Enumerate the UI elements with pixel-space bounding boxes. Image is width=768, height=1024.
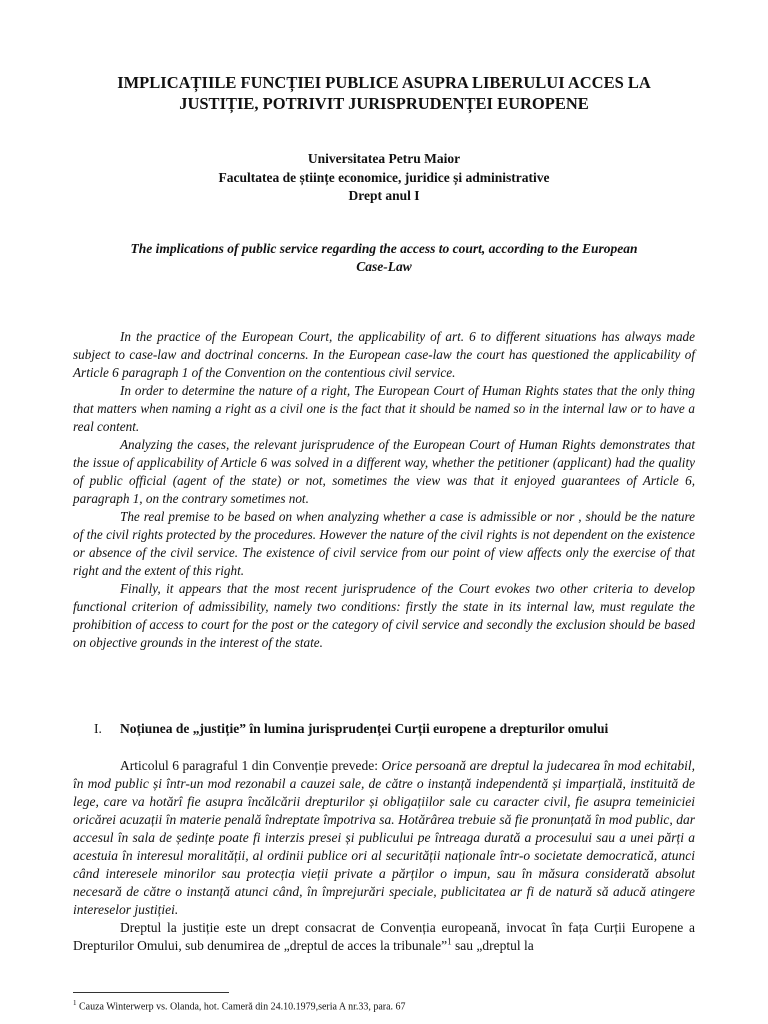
footnote-marker: 1 <box>73 999 77 1007</box>
abstract-paragraph: Finally, it appears that the most recent jurisprudence of the Court evokes two other criteria to develop functional criterion of admissibility, namely two conditions: firstly the state in its internal law, must regulate the prohibition of access to court for the post or the category of civil service and secondly the exclusion should be based on objective grounds in the interest of the state. <box>73 581 695 650</box>
english-title <box>72 240 696 276</box>
body-text <box>73 757 695 955</box>
body-paragraph <box>73 919 695 955</box>
abstract-paragraph: The real premise to be based on when analyzing whether a case is admissible or nor , should be the nature of the civil rights protected by the procedures. However the nature of the civil rights is not dependent on the existence or absence of the civil service. The existence of civil service from our point of view affects only the exercise of that right and the extent of this right. <box>73 509 695 578</box>
faculty-name: Facultatea de științe economice, juridice și administrative <box>218 169 550 185</box>
convention-quote: Orice persoană are dreptul la judecarea în mod echitabil, în mod public și într-un mod rezonabil a cauzei sale, de către o instanță independentă și imparțială, instituită de lege, care va hotărî fie asupra încălcării drepturilor și obligațiilor sale cu caracter civil, fie asupra temeiniciei oricărei acuzații în materie penală îndreptate împotriva sa. Hotărârea trebuie să fie pronunțată în mod public, dar accesul în sala de ședințe poate fi interzis presei și publicului pe întreaga durată a procesului sau a unei părți a acestuia în interesul moralității, al ordinii publice ori al securității naționale într-o societate democratică, atunci când interesele minorilor sau protecția vieții private a părților o impun, sau în măsura considerată absolut necesară de către o instanță atunci când, în împrejurări speciale, publicitatea ar fi de natură să aducă atingere intereselor justiției. <box>73 758 695 917</box>
footnote-text: Cauza Winterwerp vs. Olanda, hot. Cameră din 24.10.1979,seria A nr.33, para. 67 <box>76 1001 406 1013</box>
section-heading-text: Noțiunea de „justiție” în lumina jurisprudenței Curții europene a drepturilor omului <box>120 721 609 736</box>
section-heading <box>73 720 695 738</box>
paper-title-line-2: JUSTIȚIE, POTRIVIT JURISPRUDENȚEI EUROPENE <box>179 94 589 113</box>
footnote-reference: 1 <box>447 936 452 947</box>
author-affiliation <box>60 150 708 206</box>
body-text-run: sau „dreptul la <box>451 938 534 953</box>
abstract-paragraph: In order to determine the nature of a right, The European Court of Human Rights states that the only thing that matters when naming a right as a civil one is the fact that it should be named so in the internal law or to have a real content. <box>73 383 695 434</box>
english-title-line-2: Case-Law <box>356 259 412 274</box>
study-program: Drept anul I <box>348 188 420 203</box>
university-name: Universitatea Petru Maior <box>307 151 461 166</box>
body-paragraph <box>73 757 695 919</box>
abstract-paragraph: In the practice of the European Court, the applicability of art. 6 to different situations has always made subject to case-law and doctrinal concerns. In the European case-law the court has questioned the applicability of Article 6 paragraph 1 of the Convention on the contentious civil service. <box>73 329 695 380</box>
body-lead-text: Articolul 6 paragraful 1 din Convenție prevede: <box>120 758 382 773</box>
footnote <box>73 997 695 1013</box>
abstract <box>73 328 695 652</box>
abstract-paragraph: Analyzing the cases, the relevant jurisprudence of the European Court of Human Rights demonstrates that the issue of applicability of Article 6 was solved in a different way, whether the petitioner (applicant) had the quality of public official (agent of the state) or not, sometimes the view was that it enjoyed guarantees of Article 6, paragraph 1, on the contrary sometimes not. <box>73 437 695 506</box>
paper-title-line-1: IMPLICAȚIILE FUNCȚIEI PUBLICE ASUPRA LIBERULUI ACCES LA <box>117 73 651 92</box>
footnote-separator <box>73 992 229 993</box>
section-number: I. <box>94 721 102 736</box>
english-title-line-1: The implications of public service regarding the access to court, according to the European <box>130 241 638 256</box>
body-text-run: Dreptul la justiție este un drept consacrat de Convenția europeană, invocat în fața Curții Europene a Drepturilor Omului, sub denumirea de „dreptul de acces la tribunale” <box>73 920 695 953</box>
paper-title <box>60 72 708 114</box>
